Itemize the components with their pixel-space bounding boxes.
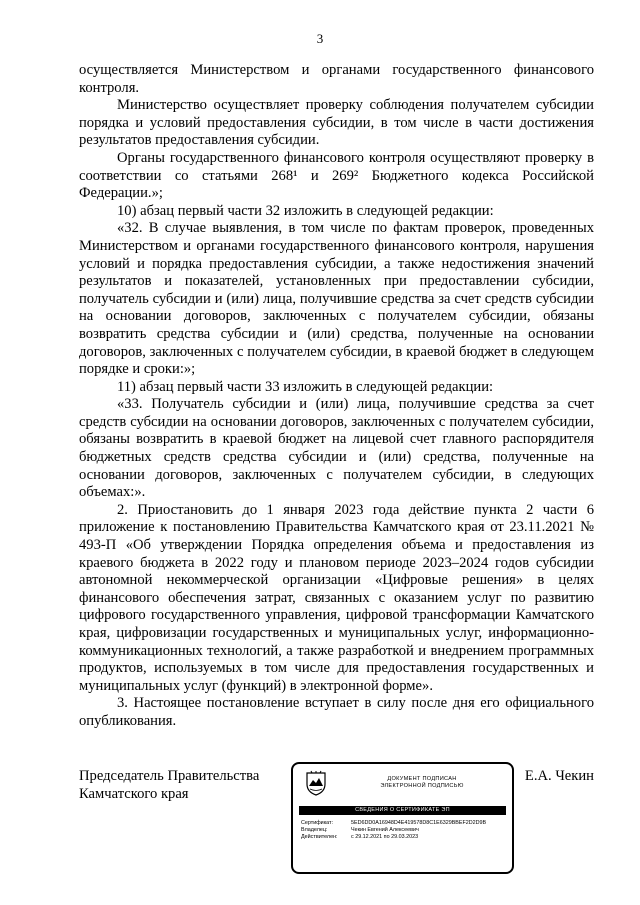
certificate-label: Сертификат: (301, 820, 334, 826)
paragraph: 2. Приостановить до 1 января 2023 года действие пункта 2 части 6 приложение к постановлению Правительства Камчатского края от 23.11.2021 № 493-П «Об утверждении Порядка определения объема и предоставления из краевого бюджета в 2022 году и плановом периоде 2023–2024 годов субсидии автономной некоммерческой организации «Цифровые решения» в целях финансового обеспечения затрат, связанных с оказанием услуг по развитию цифрового государственного управления, цифровой трансформации Камчатского края, цифровизации государственных и муниципальных услуг, информационно-коммуникационных технологий, а также разработкой и внедрением программных продуктов, используемых в том числе для предоставления государственных и муниципальных услуг (функций) в электронной форме». (79, 501, 594, 694)
certificate-header: СВЕДЕНИЯ О СЕРТИФИКАТЕ ЭП (299, 806, 506, 815)
electronic-signature-stamp (291, 762, 514, 874)
signatory-position (79, 768, 279, 803)
owner-row (301, 827, 506, 834)
paragraph: 10) абзац первый части 32 изложить в следующей редакции: (117, 202, 494, 219)
validity-value: с 29.12.2021 по 29.03.2023 (351, 834, 419, 840)
signatory-position-line: Камчатского края (79, 785, 189, 802)
document-body (79, 62, 594, 731)
certificate-value: 5ED6DD0A16948D4E419578D8C1E6329BBEF2D2D9B (351, 820, 487, 826)
certificate-row (301, 820, 506, 827)
paragraph: 11) абзац первый части 33 изложить в следующей редакции: (117, 378, 494, 395)
coat-of-arms-icon (305, 770, 327, 796)
paragraph: Министерство осуществляет проверку соблюдения получателем субсидии порядка и условий предоставления субсидии, в том числе в части достижения результатов предоставления субсидии. (79, 97, 594, 149)
validity-row (301, 834, 506, 841)
stamp-header (293, 770, 512, 796)
owner-value: Чекин Евгений Алексеевич (351, 827, 419, 833)
paragraph: «33. Получатель субсидии и (или) лица, получившие средства за счет средств субсидии на основании договоров, заключенных с получателем субсидии, обязаны возвратить в краевой бюджет на лицевой счет главного распорядителя бюджетных средств средства субсидии и (или) средства, полученные на основании договоров, заключенных с получателем субсидии, в следующих объемах:». (79, 396, 594, 501)
owner-label: Владелец: (301, 827, 328, 833)
page-number: 3 (316, 31, 324, 46)
signatory-position-line: Председатель Правительства (79, 768, 260, 784)
paragraph: осуществляется Министерством и органами государственного финансового контроля. (79, 62, 594, 96)
validity-label: Действителен: (301, 834, 338, 840)
stamp-title-line: ЭЛЕКТРОННОЙ ПОДПИСЬЮ (380, 783, 464, 789)
paragraph: Органы государственного финансового контроля осуществляют проверку в соответствии со статьями 268¹ и 269² Бюджетного кодекса Российской Федерации.»; (79, 149, 594, 202)
stamp-title (337, 776, 507, 790)
signatory-name: Е.А. Чекин (524, 768, 594, 784)
paragraph: 3. Настоящее постановление вступает в силу после дня его официального опубликования. (79, 695, 594, 729)
paragraph: «32. В случае выявления, в том числе по фактам проверок, проведенных Министерством и органами государственного финансового контроля, нарушения условий и порядка предоставления субсидии, а также недостижения значений результатов и показателей, установленных при предоставлении субсидии, получатель субсидии и (или) лица, получившие средства за счет средств субсидии на основании договоров, заключенных с получателем субсидии, обязаны возвратить средства субсидии и (или) средства, полученные на основании договоров, заключенных с получателем субсидии, в краевой бюджет в следующем порядке и сроки:»; (79, 220, 594, 378)
stamp-title-line: ДОКУМЕНТ ПОДПИСАН (387, 776, 457, 782)
certificate-details (301, 820, 506, 841)
signature-block (79, 768, 594, 888)
